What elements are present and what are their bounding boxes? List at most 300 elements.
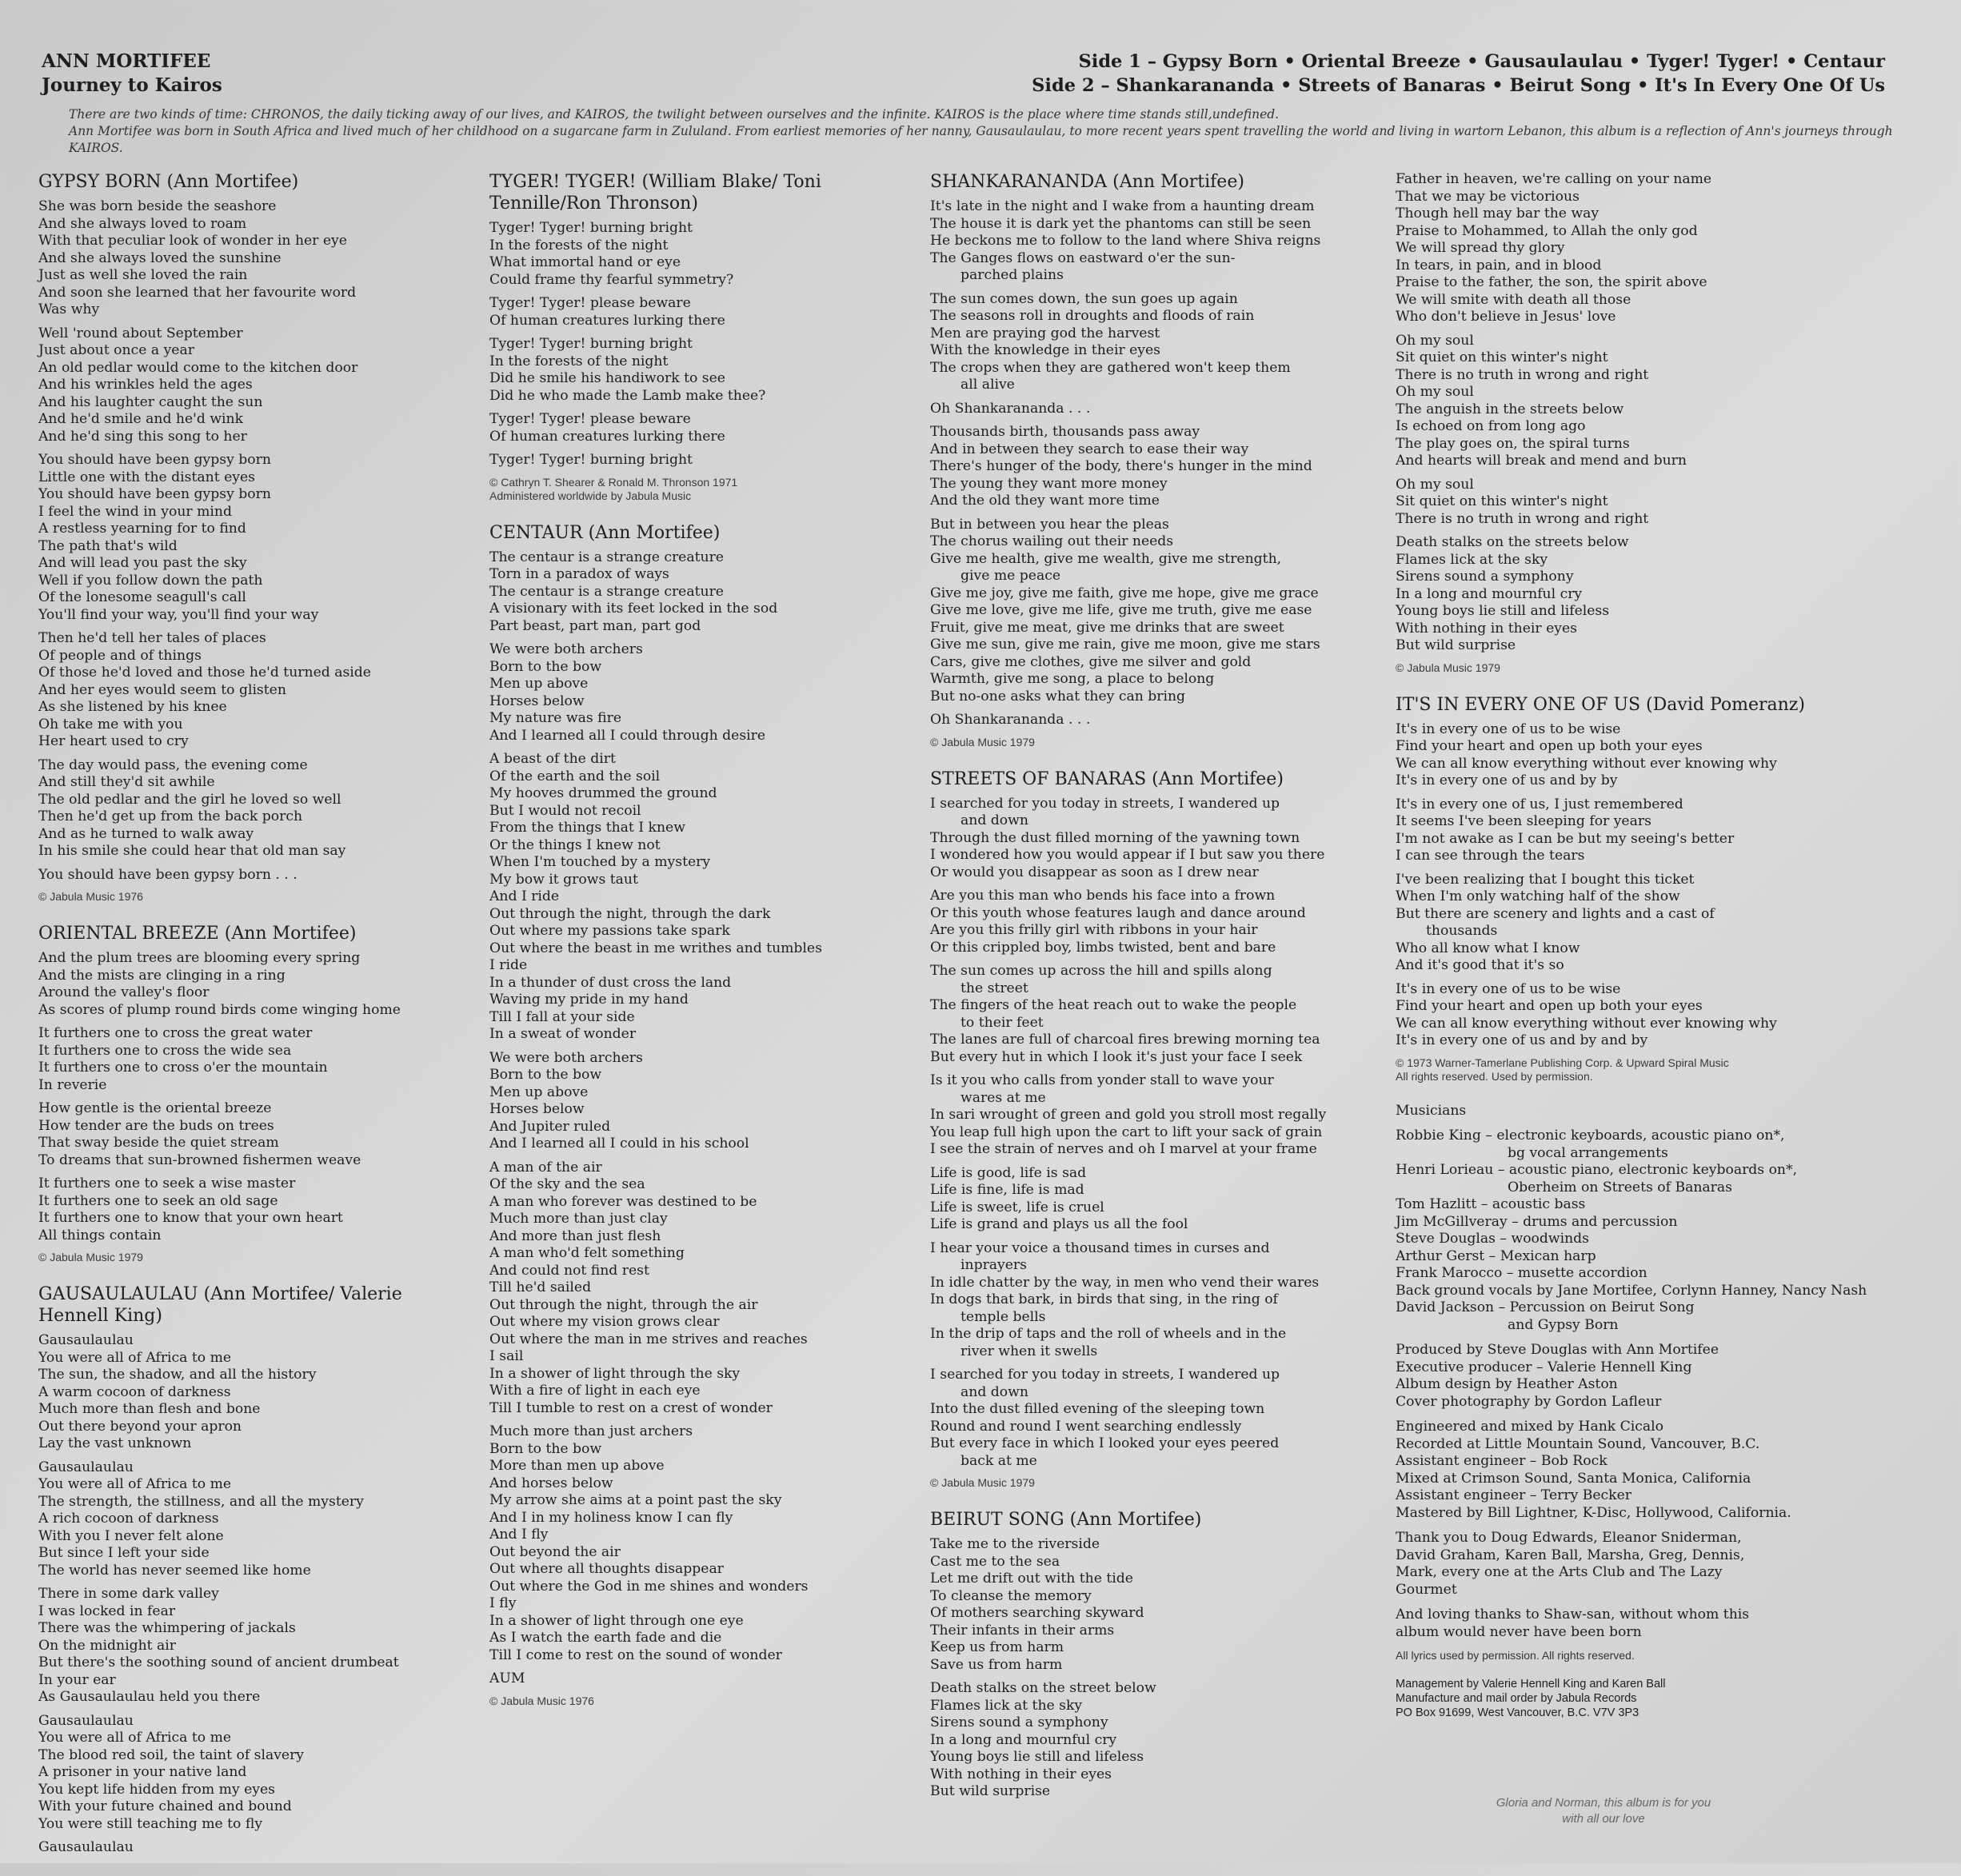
lyric-line: My nature was fire [489,710,622,726]
lyric-stanza [1396,721,1923,790]
song-title: STREETS OF BANARAS (Ann Mortifee) [930,768,1284,789]
lyric-line: Well 'round about September [38,325,243,341]
credit-line: Assistant engineer – Bob Rock [1396,1453,1608,1469]
lyric-line: The fingers of the heat reach out to wake the people [930,997,1297,1013]
lyrics-column-3 [930,171,1386,1820]
lyric-line: I searched for you today in streets, I wandered up [930,1367,1280,1383]
copyright-notice [489,476,937,503]
lyric-line: And will lead you past the sky [38,555,247,571]
lyric-line: to their feet [961,1014,1044,1031]
copyright-line: © Cathryn T. Shearer & Ronald M. Thronson 1971 [489,475,738,489]
lyric-line: Men up above [489,1084,589,1100]
copyright-notice [1396,661,1923,675]
dedication [1476,1795,1731,1827]
lyric-line: With the knowledge in their eyes [930,342,1160,358]
lyric-line: Did he who made the Lamb make thee? [489,387,766,404]
lyric-stanza [930,963,1386,1066]
lyric-line: In reverie [38,1076,107,1093]
lyric-line: It's in every one of us to be wise [1396,720,1621,737]
lyric-line: Men are praying god the harvest [930,325,1160,341]
lyric-line: Find your heart and open up both your eyes [1396,738,1703,754]
liner-intro [69,106,1908,157]
lyric-line: The chorus wailing out their needs [930,533,1174,549]
lyric-line: Then he'd get up from the back porch [38,808,303,824]
lyric-line: There is no truth in wrong and right [1396,366,1649,383]
credit-line: Engineered and mixed by Hank Cicalo [1396,1419,1664,1435]
credit-line: Back ground vocals by Jane Mortifee, Corlynn Hanney, Nancy Nash [1396,1282,1867,1299]
lyric-line: The world has never seemed like home [38,1562,311,1579]
copyright-line: © 1973 Warner-Tamerlane Publishing Corp. & Upward Spiral Music [1396,1056,1729,1069]
lyric-line: Well if you follow down the path [38,572,263,589]
copyright-line: © Jabula Music 1976 [489,1694,594,1707]
lyric-line: From the things that I knew [489,820,685,836]
lyric-line: The centaur is a strange creature [489,549,724,565]
lyric-line: But every face in which I looked your eyes peered [930,1435,1280,1451]
lyric-line: It furthers one to know that your own heart [38,1210,343,1226]
lyric-stanza [38,198,470,319]
lyric-stanza [38,630,470,751]
lyric-line: And soon she learned that her favourite word [38,284,357,301]
engineering-credits [1396,1419,1923,1522]
lyric-stanza [489,1670,937,1688]
lyric-line: In the forests of the night [489,353,669,369]
lyric-line: Sirens sound a symphony [1396,569,1574,585]
lyric-line: Out through the night, through the air [489,1296,758,1313]
lyric-line: The Ganges flows on eastward o'er the sun- [930,249,1236,266]
lyric-line: A man of the air [489,1159,602,1175]
lyric-line: To cleanse the memory [930,1587,1092,1604]
lyric-line: And it's good that it's so [1396,957,1564,973]
lyric-stanza [930,1165,1386,1234]
copyright-notice [38,1251,470,1264]
lyric-line: And still they'd sit awhile [38,774,215,790]
lyric-line: On the midnight air [38,1637,177,1654]
song-title: CENTAUR (Ann Mortifee) [489,522,721,543]
lyric-line: Give me sun, give me rain, give me moon, give me stars [930,637,1320,653]
copyright-notice [38,890,470,904]
lyric-line: All things contain [38,1227,162,1243]
lyric-stanza [1396,981,1923,1050]
lyric-stanza [930,1680,1386,1801]
lyric-line: My arrow she aims at a point past the sky [489,1492,782,1508]
lyric-line: Young boys lie still and lifeless [930,1749,1144,1765]
lyric-line: That we may be victorious [1396,188,1580,205]
lyric-line: Flames lick at the sky [1396,551,1548,568]
lyric-stanza [1396,477,1923,529]
lyric-line: Give me love, give me life, give me truth, give me ease [930,602,1312,618]
lyric-line: Sirens sound a symphony [930,1714,1108,1730]
lyric-stanza [489,295,937,329]
credit-line: Thank you to Doug Edwards, Eleanor Sniderman, [1396,1530,1742,1546]
song-title: ORIENTAL BREEZE (Ann Mortifee) [38,924,357,944]
lyric-line: Thousands birth, thousands pass away [930,424,1200,440]
lyric-stanza [930,796,1386,882]
lyric-line: inprayers [961,1257,1027,1273]
credit-line: and Gypsy Born [1508,1316,1619,1333]
lyric-line: You should have been gypsy born [38,486,271,502]
credit-line: Recorded at Little Mountain Sound, Vancouver, B.C. [1396,1435,1760,1452]
lyric-stanza [1396,796,1923,865]
lyric-line: I've been realizing that I bought this ticket [1396,871,1695,888]
lyric-line: Till he'd sailed [489,1279,592,1295]
lyric-line: temple bells [961,1308,1046,1325]
intro-paragraph: There are two kinds of time: CHRONOS, the daily ticking away of our lives, and KAIROS, the twilight between ourselves and the infinite. KAIROS is the place where time stands still,undefined. [69,107,1280,122]
lyric-line: Oh my soul [1396,476,1474,493]
lyric-line: Or the things I knew not [489,836,661,853]
lyric-line: And I learned all I could through desire [489,727,766,744]
credit-line: Album design by Heather Aston [1396,1376,1618,1392]
lyric-line: Who all know what I know [1396,940,1580,956]
lyric-line: It furthers one to cross o'er the mountain [38,1060,328,1076]
lyric-line: An old pedlar would come to the kitchen door [38,359,358,376]
lyric-line: And I ride [489,888,560,904]
lyric-line: As Gausaulaulau held you there [38,1689,261,1705]
lyric-line: AUM [489,1670,525,1686]
credit-line: And loving thanks to Shaw-san, without whom this [1396,1607,1750,1623]
lyric-line: Is echoed on from long ago [1396,418,1586,434]
lyric-line: When I'm only watching half of the show [1396,888,1680,904]
lyric-line: river when it swells [961,1343,1098,1359]
lyric-stanza [38,950,470,1019]
lyric-line: Though hell may bar the way [1396,206,1600,222]
lyric-line: Find your heart and open up both your eyes [1396,998,1703,1014]
lyric-line: I'm not awake as I can be but my seeing's better [1396,830,1735,847]
credit-line: Mixed at Crimson Sound, Santa Monica, California [1396,1470,1751,1487]
lyric-stanza [930,1072,1386,1159]
lyric-line: Cast me to the sea [930,1553,1060,1570]
management-line: PO Box 91699, West Vancouver, B.C. V7V 3P3 [1396,1706,1639,1719]
lyric-line: Flames lick at the sky [930,1697,1083,1714]
lyric-stanza [930,1240,1386,1361]
lyric-stanza [1396,534,1923,655]
lyric-line: And I learned all I could in his school [489,1136,749,1152]
lyric-line: He beckons me to follow to the land where Shiva reigns [930,233,1321,249]
credit-line: album would never have been born [1396,1623,1642,1640]
lyric-line: But since I left your side [38,1545,210,1561]
lyrics-column-2 [489,171,937,1727]
lyric-line: The young they want more money [930,475,1168,492]
lyric-line: give me peace [961,568,1060,584]
lyric-line: And the mists are clinging in a ring [38,967,286,984]
lyric-line: The blood red soil, the taint of slavery [38,1746,305,1763]
lyric-line: It's late in the night and I wake from a haunting dream [930,198,1315,214]
song-title: IT'S IN EVERY ONE OF US (David Pomeranz) [1396,694,1805,715]
credit-line: bg vocal arrangements [1508,1144,1668,1161]
lyric-line: Tyger! Tyger! please beware [489,295,691,311]
lyric-line: Of the earth and the soil [489,768,661,784]
lyric-line: In a sweat of wonder [489,1026,637,1042]
dedication-line: Gloria and Norman, this album is for you [1496,1796,1711,1810]
lyric-line: There is no truth in wrong and right [1396,510,1649,527]
lyric-stanza [930,401,1386,418]
copyright-line: © Jabula Music 1976 [38,890,143,903]
lyric-line: It furthers one to cross the wide sea [38,1042,292,1059]
credit-line: Executive producer – Valerie Hennell King [1396,1359,1692,1375]
copyright-line: © Jabula Music 1979 [38,1251,143,1263]
credit-line: Steve Douglas – woodwinds [1396,1231,1589,1247]
lyric-stanza [489,1160,937,1418]
song-block [1396,694,1923,1084]
lyric-line: A visionary with its feet locked in the sod [489,601,778,617]
column-4-songs [1396,171,1923,1084]
lyric-line: As she listened by his knee [38,699,227,715]
lyric-line: Round and round I went searching endlessly [930,1418,1242,1435]
lyric-line: and down [961,812,1028,828]
lyric-line: With you I never felt alone [38,1527,224,1544]
lyric-line: The path that's wild [38,537,178,554]
credit-line: Tom Hazlitt – acoustic bass [1396,1196,1586,1212]
lyric-line: Till I fall at your side [489,1008,635,1025]
musicians-heading: Musicians [1396,1102,1467,1119]
lyric-line: We will smite with death all those [1396,291,1632,308]
lyric-line: I feel the wind in your mind [38,503,232,520]
lyric-line: The lanes are full of charcoal fires brewing morning tea [930,1032,1320,1048]
lyric-line: Let me drift out with the tide [930,1571,1133,1587]
lyric-line: And horses below [489,1475,613,1491]
copyright-line: All rights reserved. Used by permission. [1396,1069,1593,1083]
lyric-line: With that peculiar look of wonder in her eye [38,233,347,249]
track-listing [1032,50,1885,98]
lyric-line: Horses below [489,693,585,709]
lyric-stanza [38,1175,470,1244]
lyric-stanza [1396,333,1923,470]
lyric-line: And Jupiter ruled [489,1118,611,1135]
lyric-line: In his smile she could hear that old man say [38,843,346,859]
lyric-line: Tyger! Tyger! burning bright [489,220,693,236]
lyric-line: It's in every one of us to be wise [1396,980,1621,997]
credit-line: Assistant engineer – Terry Becker [1396,1487,1632,1503]
lyric-line: Tyger! Tyger! please beware [489,411,691,427]
copyright-line: © Jabula Music 1979 [930,1476,1035,1489]
lyric-line: Oh my soul [1396,332,1474,349]
rights-notice: All lyrics used by permission. All rights reserved. [1396,1649,1635,1662]
lyric-stanza [38,1459,470,1580]
lyric-stanza [489,641,937,744]
lyric-line: Gausaulaulau [38,1332,134,1348]
lyric-line: You should have been gypsy born . . . [38,866,298,883]
lyric-line: Of human creatures lurking there [489,428,725,445]
lyric-line: thousands [1426,923,1498,939]
lyric-line: The day would pass, the evening come [38,756,308,773]
lyric-line: Sit quiet on this winter's night [1396,349,1608,365]
lyric-line: But no-one asks what they can bring [930,688,1186,704]
lyric-line: And she always loved to roam [38,215,247,232]
copyright-line: © Jabula Music 1979 [930,735,1035,748]
credit-line: Mark, every one at the Arts Club and The Lazy [1396,1564,1723,1580]
lyric-line: Father in heaven, we're calling on your name [1396,171,1712,187]
lyrics-column-4 [1396,171,1923,1720]
lyric-stanza [930,198,1386,285]
lyric-line: Out where my passions take spark [489,923,730,939]
lyric-line: Or this crippled boy, limbs twisted, bent and bare [930,939,1276,956]
lyric-line: Much more than just clay [489,1211,668,1227]
lyric-line: In a long and mournful cry [930,1731,1117,1748]
lyric-line: We will spread thy glory [1396,240,1565,256]
lyric-line: You should have been gypsy born [38,452,271,468]
lyric-stanza [930,424,1386,510]
song-title: BEIRUT SONG (Ann Mortifee) [930,1510,1202,1530]
credit-line: Oberheim on Streets of Banaras [1508,1179,1732,1195]
side-1-tracks: Side 1 – Gypsy Born • Oriental Breeze • Gausaulaulau • Tyger! Tyger! • Centaur [1078,51,1885,72]
lyric-stanza [38,1839,470,1857]
lyric-line: Are you this man who bends his face into a frown [930,888,1276,904]
lyric-line: My bow it grows taut [489,871,638,888]
lyric-line: A man who forever was destined to be [489,1193,757,1210]
credit-line: Gourmet [1396,1581,1457,1598]
lyric-line: A rich cocoon of darkness [38,1511,219,1527]
lyric-line: We were both archers [489,641,643,657]
lyric-line: And hearts will break and mend and burn [1396,453,1687,469]
lyric-line: The sun comes down, the sun goes up again [930,290,1238,307]
credit-line: Henri Lorieau – acoustic piano, electronic keyboards on*, [1396,1162,1798,1178]
lyric-line: Take me to the riverside [930,1536,1100,1552]
lyric-line: Of the lonesome seagull's call [38,589,246,605]
credit-line: Arthur Gerst – Mexican harp [1396,1247,1596,1264]
lyric-line: Out where the beast in me writhes and tumbles [489,940,822,956]
lyric-line: In dogs that bark, in birds that sing, in the ring of [930,1291,1278,1307]
lyric-line: I sail [489,1348,524,1364]
lyric-line: And the old they want more time [930,493,1160,509]
song-title: GAUSAULAULAU (Ann Mortifee/ Valerie Hennell King) [38,1284,402,1326]
lyric-line: Out there beyond your apron [38,1418,242,1435]
lyric-line: But I would not recoil [489,802,641,819]
lyric-line: Life is grand and plays us all the fool [930,1216,1188,1232]
lyric-line: Warmth, give me song, a place to belong [930,671,1215,687]
lyric-line: Or this youth whose features laugh and dance around [930,904,1306,921]
lyric-line: The sun, the shadow, and all the history [38,1367,317,1383]
lyric-line: Men up above [489,676,589,692]
lyric-stanza [930,888,1386,956]
lyric-line: You leap full high upon the cart to lift your sack of grain [930,1124,1323,1140]
lyric-line: The play goes on, the spiral turns [1396,435,1630,452]
lyric-line: Tyger! Tyger! burning bright [489,452,693,468]
artist-name: ANN MORTIFEE [42,50,211,72]
lyric-line: the street [961,980,1028,996]
lyric-line: More than men up above [489,1458,665,1474]
lyric-line: It's in every one of us and by by [1396,772,1618,788]
lyric-line: In the drip of taps and the roll of wheels and in the [930,1326,1287,1342]
credit-line: Jim McGillveray – drums and percussion [1396,1213,1678,1230]
song-block [930,1509,1386,1801]
lyric-line: And more than just flesh [489,1227,661,1244]
lyric-line: As I watch the earth fade and die [489,1630,722,1646]
lyric-line: In idle chatter by the way, in men who vend their wares [930,1274,1320,1291]
lyric-line: A prisoner in your native land [38,1764,247,1780]
lyric-line: A man who'd felt something [489,1245,685,1261]
lyric-line: Give me health, give me wealth, give me strength, [930,550,1282,567]
lyric-stanza [489,751,937,1044]
lyric-line: Her heart used to cry [38,733,189,749]
lyric-line: I wondered how you would appear if I but saw you there [930,847,1325,863]
lyric-line: How gentle is the oriental breeze [38,1100,272,1116]
lyric-line: Or would you disappear as soon as I drew near [930,864,1259,880]
lyric-line: Waving my pride in my hand [489,992,689,1008]
lyric-line: The old pedlar and the girl he loved so well [38,791,341,808]
lyric-line: You kept life hidden from my eyes [38,1781,275,1798]
lyric-line: I see the strain of nerves and oh I marvel at your frame [930,1141,1317,1157]
lyric-line: Of people and of things [38,647,202,664]
lyric-line: Out beyond the air [489,1543,621,1560]
credits [1396,1103,1923,1721]
lyric-line: Just as well she loved the rain [38,267,248,283]
album-header-left [42,50,222,98]
lyric-line: I ride [489,957,528,973]
lyric-line: Gausaulaulau [38,1712,134,1729]
lyric-line: Oh take me with you [38,716,183,732]
lyric-stanza [489,220,937,289]
lyric-stanza [38,325,470,446]
lyric-line: She was born beside the seashore [38,198,277,214]
credit-line: Robbie King – electronic keyboards, acoustic piano on*, [1396,1128,1785,1144]
lyric-line: We were both archers [489,1049,643,1066]
lyric-line: Lay the vast unknown [38,1435,192,1451]
lyric-line: But there are scenery and lights and a cast of [1396,905,1715,922]
lyric-line: But wild surprise [930,1783,1051,1799]
lyric-line: There's hunger of the body, there's hunger in the mind [930,458,1312,474]
lyric-line: Of human creatures lurking there [489,312,725,329]
lyric-line: Oh my soul [1396,384,1474,400]
lyric-line: And her eyes would seem to glisten [38,681,286,698]
lyric-line: It's in every one of us and by and by [1396,1032,1648,1048]
lyric-line: Life is good, life is sad [930,1164,1087,1181]
lyric-stanza [1396,171,1923,326]
lyric-line: Who don't believe in Jesus' love [1396,309,1616,325]
musicians-list [1396,1128,1923,1334]
lyric-line: In the forests of the night [489,237,669,253]
lyric-line: Out where the God in me shines and wonders [489,1578,809,1595]
lyric-line: You were all of Africa to me [38,1349,232,1366]
lyric-line: Keep us from harm [930,1639,1064,1655]
lyric-line: Life is sweet, life is cruel [930,1199,1104,1215]
lyric-line: Is it you who calls from yonder stall to wave your [930,1072,1274,1088]
lyric-line: Oh Shankarananda . . . [930,400,1091,417]
song-block [489,522,937,1708]
lyric-stanza [930,1536,1386,1674]
lyric-line: Of mothers searching skyward [930,1605,1144,1621]
lyric-stanza [38,1586,470,1706]
lyric-line: Of those he'd loved and those he'd turned aside [38,665,371,681]
lyric-line: Out where all thoughts disappear [489,1561,724,1577]
lyric-line: And I fly [489,1527,549,1543]
lyric-line: The crops when they are gathered won't keep them [930,359,1291,376]
lyric-line: In your ear [38,1671,116,1688]
lyric-line: We can all know everything without ever knowing why [1396,1015,1777,1032]
lyric-line: I was locked in fear [38,1603,176,1619]
lyric-stanza [38,452,470,624]
copyright-notice [930,1476,1386,1490]
lyric-stanza [38,1100,470,1169]
lyric-line: The house it is dark yet the phantoms can still be seen [930,215,1312,232]
lyric-line: Horses below [489,1101,585,1117]
lyric-line: With nothing in their eyes [930,1766,1112,1782]
lyric-line: Much more than flesh and bone [38,1401,261,1417]
lyric-line: But in between you hear the pleas [930,516,1169,533]
credit-line: David Jackson – Percussion on Beirut Song [1396,1299,1695,1315]
lyric-line: Young boys lie still and lifeless [1396,603,1610,619]
management-info [1396,1677,1923,1720]
lyric-line: You were all of Africa to me [38,1730,232,1746]
lyric-line: Are you this frilly girl with ribbons in your hair [930,922,1258,938]
copyright-notice [930,736,1386,749]
lyric-stanza [38,1713,470,1834]
lyric-stanza [489,452,937,469]
lyric-line: You'll find your way, you'll find your way [38,606,319,623]
lyric-line: A restless yearning for to find [38,521,246,537]
lyric-line: And his wrinkles held the ages [38,377,253,393]
lyric-line: And she always loved the sunshine [38,249,282,266]
lyric-line: Through the dust filled morning of the yawning town [930,829,1300,846]
lyric-line: We can all know everything without ever knowing why [1396,755,1777,772]
